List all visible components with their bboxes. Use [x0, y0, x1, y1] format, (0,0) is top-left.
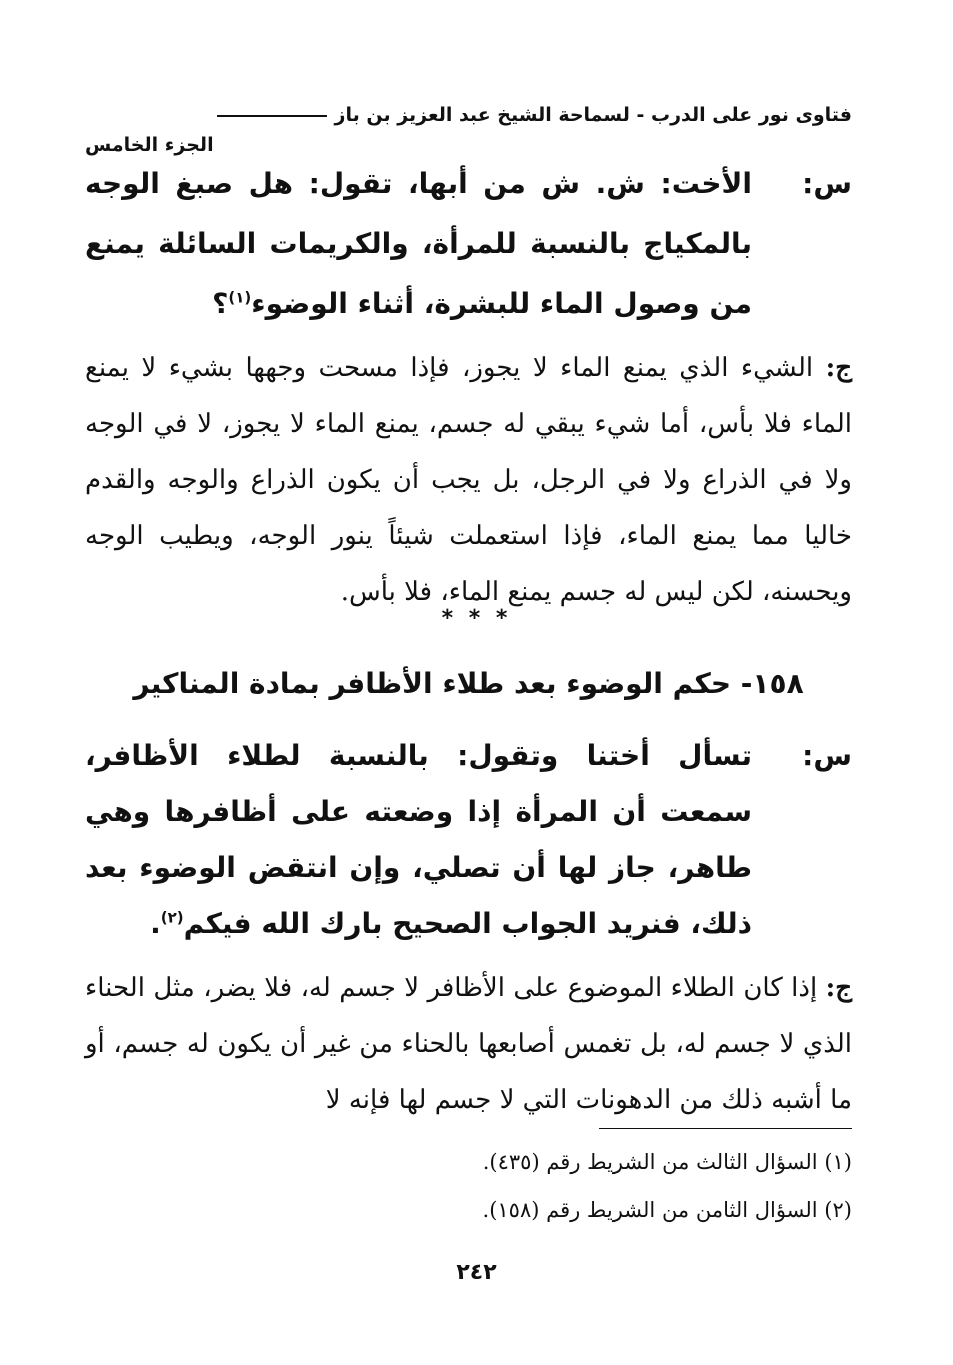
question-1-body: الأخت: ش. ش من أبها، تقول: هل صبغ الوجه بالمكياج بالنسبة للمرأة، والكريمات السائلة يمنع من وصول الماء للبشرة، أثناء الوضوء	[85, 167, 752, 320]
question-marker: س:	[802, 739, 852, 772]
header-divider	[217, 115, 327, 117]
answer-2-text	[85, 960, 852, 1128]
question-1-text	[85, 154, 752, 334]
header-part: الجزء الخامس	[85, 134, 214, 156]
footnote-2: (٢) السؤال الثامن من الشريط رقم (١٥٨).	[482, 1198, 852, 1222]
question-2-text	[85, 728, 752, 952]
answer-1	[85, 340, 852, 620]
answer-2	[85, 960, 852, 1128]
page-number: ٢٤٢	[456, 1260, 497, 1285]
answer-marker: ج:	[825, 353, 852, 383]
footnote-1: (١) السؤال الثالث من الشريط رقم (٤٣٥).	[482, 1150, 852, 1174]
running-header	[85, 100, 852, 160]
question-marker: س:	[802, 167, 852, 200]
section-heading: ١٥٨- حكم الوضوء بعد طلاء الأظافر بمادة المناكير	[133, 667, 804, 700]
header-book-title: فتاوى نور على الدرب - لسماحة الشيخ عبد العزيز بن باز	[334, 104, 852, 126]
answer-2-body: إذا كان الطلاء الموضوع على الأظافر لا جسم له، فلا يضر، مثل الحناء الذي لا جسم له، بل تغمس أصابعها بالحناء من غير أن يكون له جسم، أو ما أشبه ذلك من الدهونات التي لا جسم لها فإنه لا	[85, 973, 852, 1115]
question-2-body: تسأل أختنا وتقول: بالنسبة لطلاء الأظافر، سمعت أن المرأة إذا وضعته على أظافرها وهي طاهر، جاز لها أن تصلي، وإن انتقض الوضوء بعد ذلك، فنريد الجواب الصحيح بارك الله فيكم	[85, 739, 752, 940]
question-2	[85, 728, 852, 952]
footnote-ref-2: (٢)	[160, 908, 184, 927]
answer-1-text	[85, 340, 852, 620]
answer-1-body: الشيء الذي يمنع الماء لا يجوز، فإذا مسحت وجهها بشيء لا يمنع الماء فلا بأس، أما شيء يبقي له جسم، يمنع الماء لا يجوز، لا في الوجه ولا في الذراع ولا في الرجل، بل يجب أن يكون الذراع والوجه والقدم خاليا مما يمنع الماء، فإذا استعملت شيئاً ينور الوجه، ويطيب الوجه ويحسنه، لكن ليس له جسم يمنع الماء، فلا بأس.	[85, 353, 852, 607]
question-2-end: .	[150, 907, 161, 940]
question-1	[85, 154, 852, 334]
footnotes	[300, 1138, 852, 1234]
footnote-rule	[599, 1128, 852, 1129]
question-1-end: ؟	[212, 287, 229, 320]
footnote-ref-1: (١)	[228, 288, 252, 307]
section-separator: * * *	[441, 606, 512, 631]
answer-marker: ج:	[825, 973, 853, 1003]
